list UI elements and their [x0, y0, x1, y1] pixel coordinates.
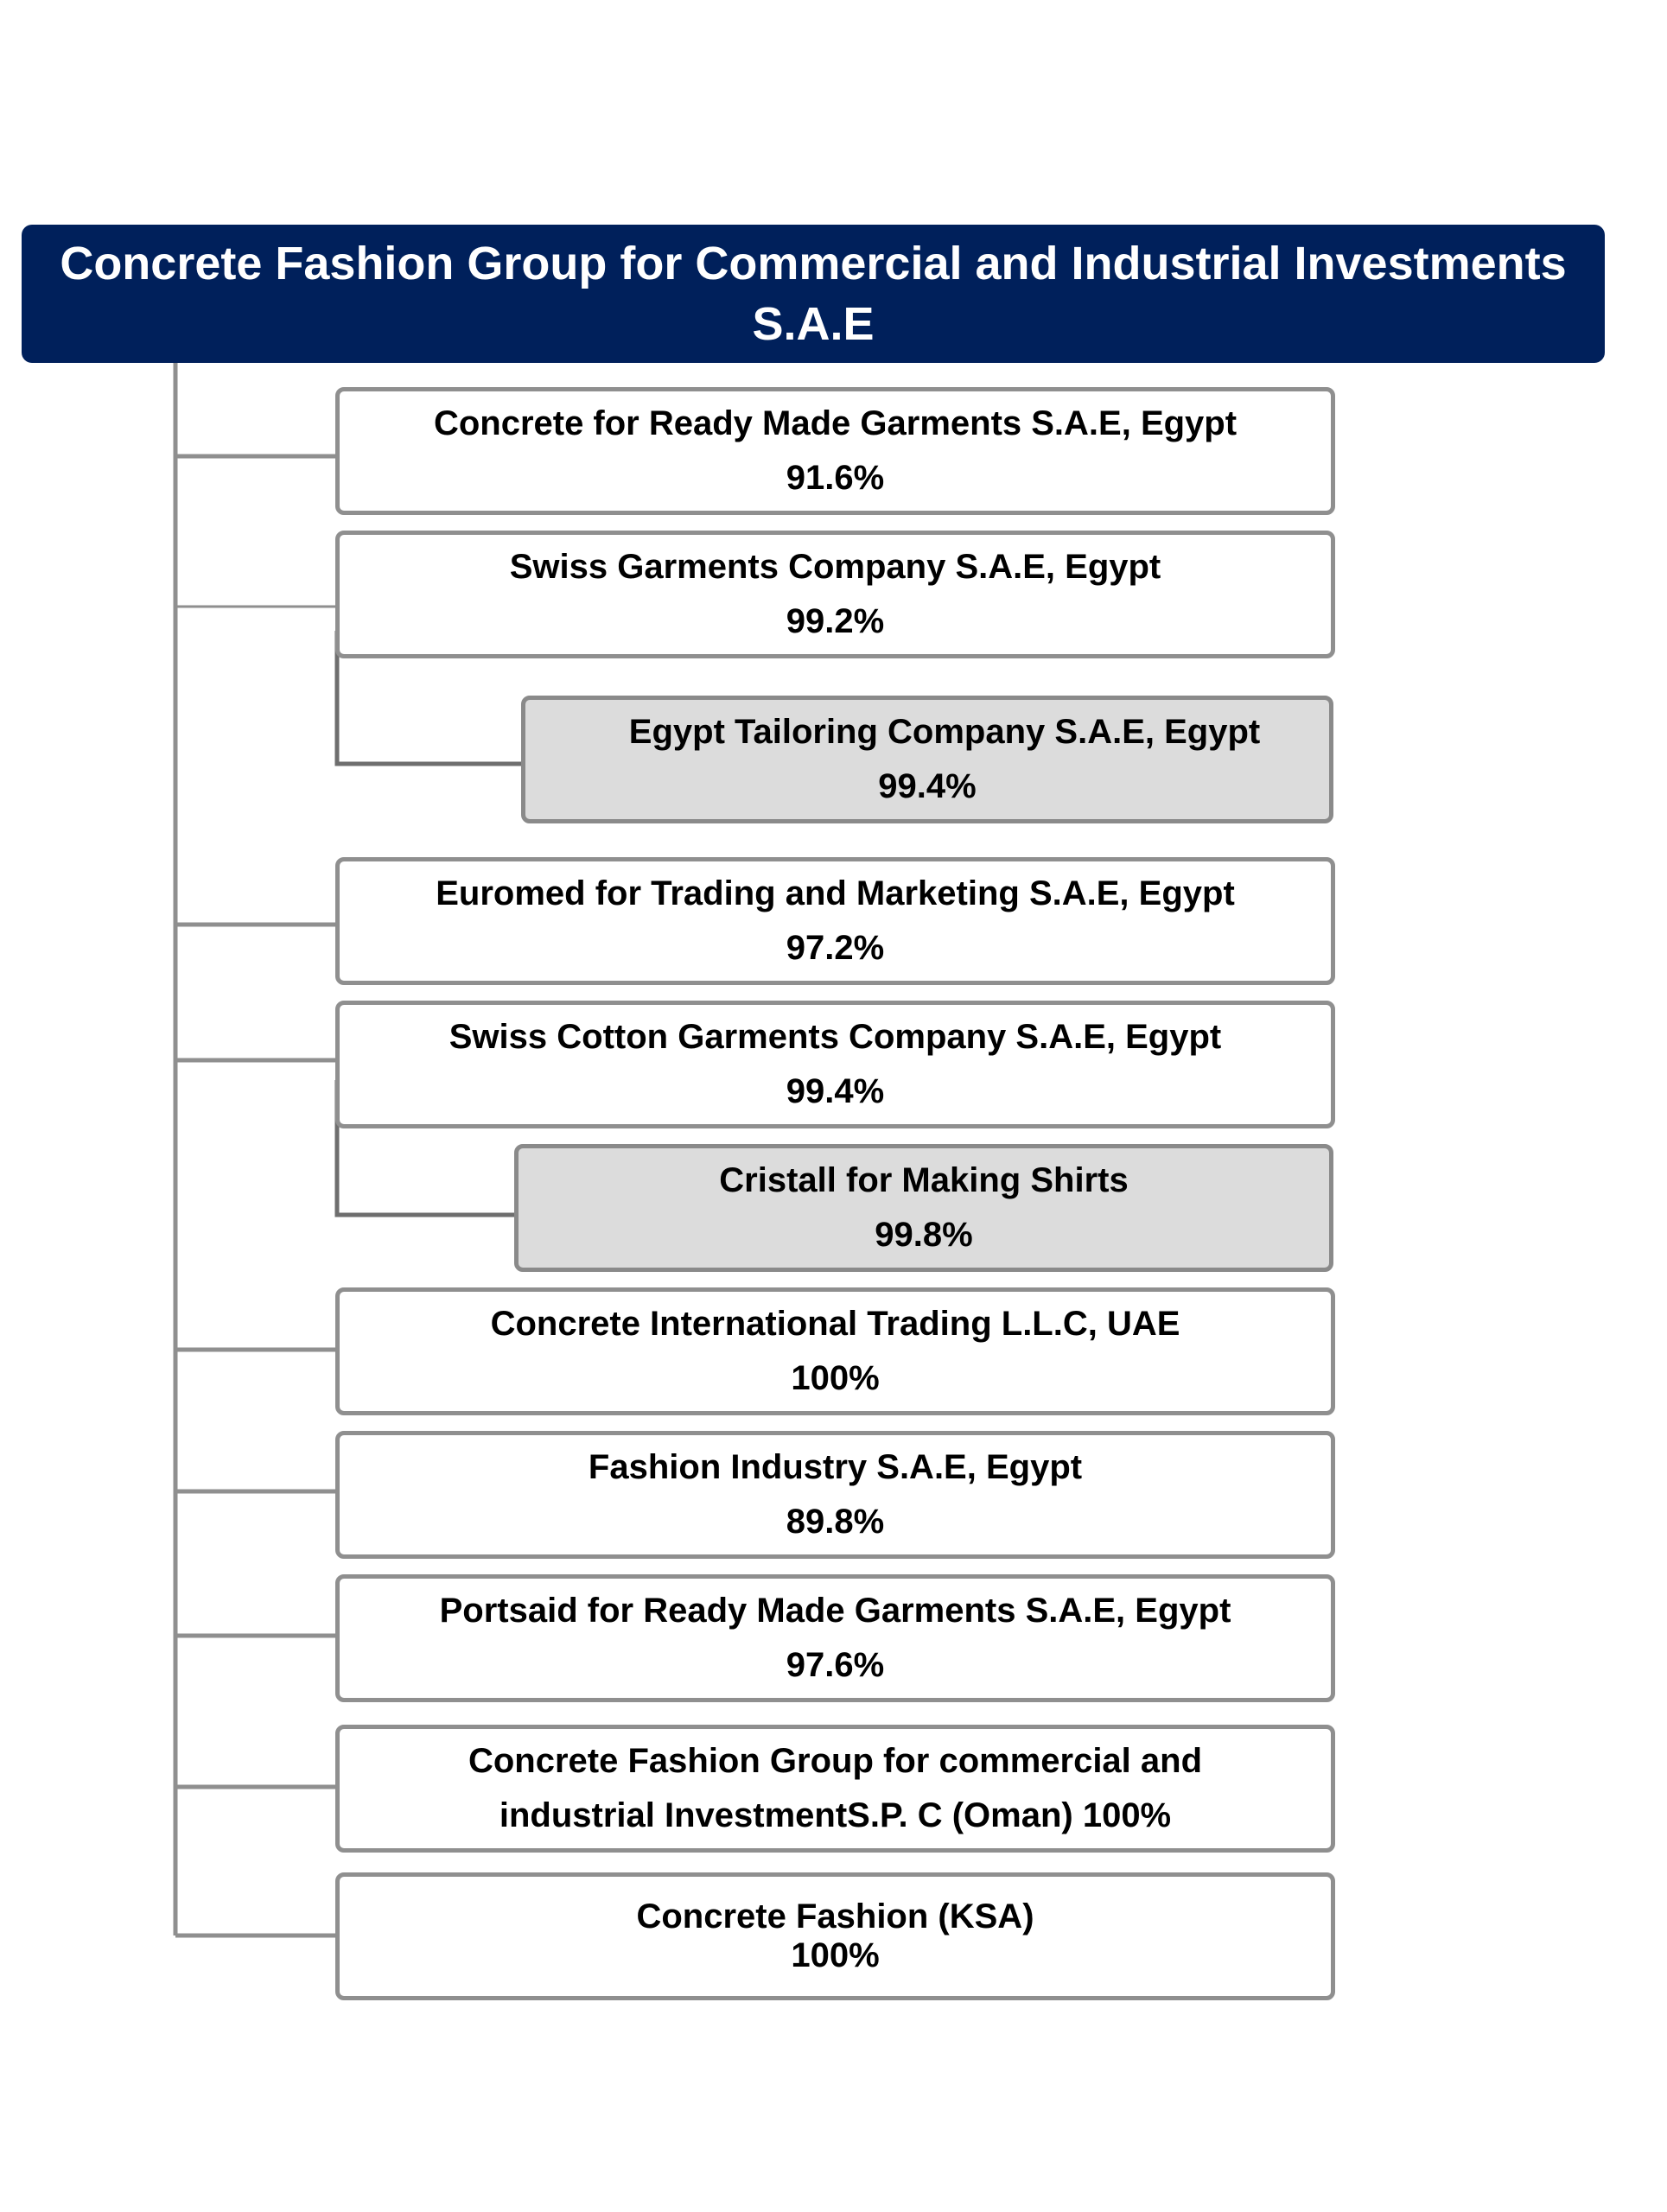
subsidiary-name: Concrete for Ready Made Garments S.A.E, Egypt: [433, 404, 1238, 442]
subsidiary-name: Euromed for Trading and Marketing S.A.E, Egypt: [436, 874, 1235, 912]
subsidiary-name: Concrete Fashion Group for commercial and: [468, 1742, 1203, 1780]
subsidiary-box: [335, 857, 1335, 985]
subsidiary-box: [335, 1001, 1335, 1128]
parent-company-suffix: S.A.E: [752, 298, 875, 350]
subsidiary-name: Egypt Tailoring Company S.A.E, Egypt: [628, 713, 1261, 751]
subsidiary-name: Swiss Garments Company S.A.E, Egypt: [509, 548, 1161, 586]
subsidiary-box: [335, 1725, 1335, 1853]
ownership-percent: 91.6%: [786, 459, 885, 497]
parent-company-name: Concrete Fashion Group for Commercial and Industrial Investments: [60, 238, 1567, 289]
subsidiary-name: Portsaid for Ready Made Garments S.A.E, Egypt: [439, 1592, 1231, 1630]
ownership-percent: 89.8%: [786, 1503, 885, 1541]
subsidiary-name: Fashion Industry S.A.E, Egypt: [588, 1448, 1083, 1486]
ownership-percent: 99.2%: [786, 602, 885, 640]
subsidiary-box: [335, 531, 1335, 658]
subsidiary-box: [335, 1574, 1335, 1702]
parent-company-box: [22, 225, 1605, 363]
subsidiary-name: Concrete International Trading L.L.C, UAE: [490, 1305, 1180, 1343]
subsidiary-name: Cristall for Making Shirts: [719, 1161, 1129, 1199]
ownership-percent: 100%: [791, 1936, 880, 1974]
subsidiary-name: Concrete Fashion (KSA): [636, 1897, 1034, 1936]
subsidiary-box: [335, 1287, 1335, 1415]
ownership-percent: 99.8%: [875, 1216, 973, 1254]
subsidiary-name: Swiss Cotton Garments Company S.A.E, Egypt: [449, 1018, 1222, 1056]
subsidiary-box: [335, 387, 1335, 515]
subsidiary-box: [335, 1431, 1335, 1559]
ownership-percent: industrial InvestmentS.P. C (Oman) 100%: [499, 1796, 1172, 1834]
ownership-percent: 97.2%: [786, 929, 885, 967]
sub-subsidiary-box: [521, 696, 1333, 823]
subsidiary-box: [335, 1872, 1335, 2000]
ownership-percent: 99.4%: [786, 1072, 885, 1110]
ownership-percent: 97.6%: [786, 1646, 885, 1684]
ownership-percent: 99.4%: [878, 767, 977, 805]
sub-subsidiary-box: [514, 1144, 1333, 1272]
ownership-percent: 100%: [791, 1359, 880, 1397]
